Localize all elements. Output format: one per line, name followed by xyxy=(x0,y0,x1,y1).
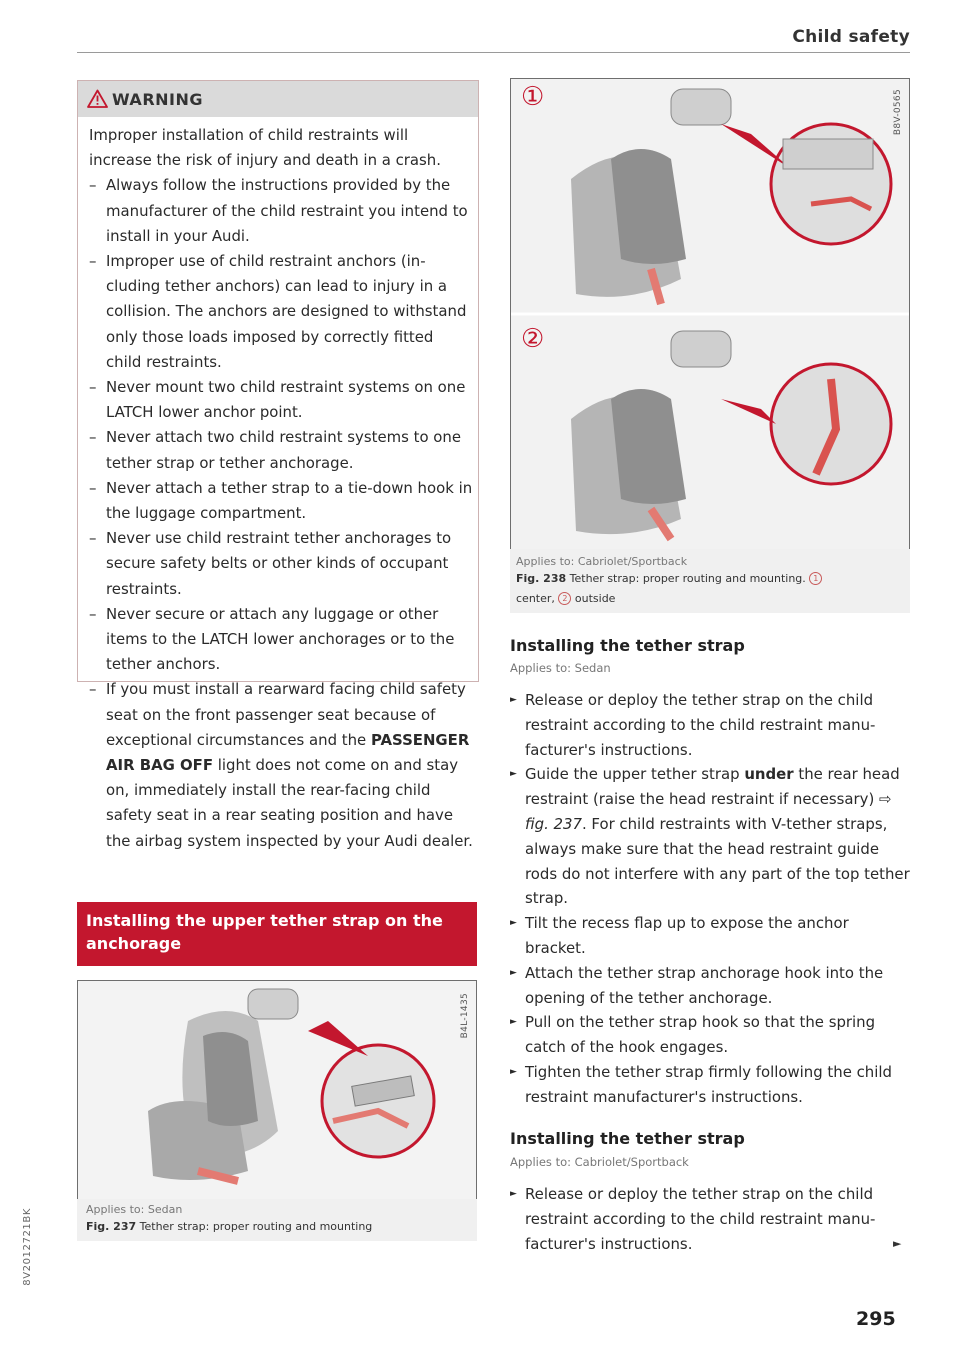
warning-label: WARNING xyxy=(112,90,203,109)
warning-header xyxy=(78,81,478,117)
child-seat-illustration xyxy=(78,981,476,1199)
warning-item: – Never mount two child restraint systems on one LATCH lower anchor point. xyxy=(89,375,473,425)
circle-number-1: 1 xyxy=(809,572,822,585)
figure-238-caption xyxy=(510,549,910,613)
circle-number-2: 2 xyxy=(558,592,571,605)
applies-to-sedan: Applies to: Sedan xyxy=(510,661,611,675)
page-number: 295 xyxy=(856,1308,896,1330)
panel-marker-1: ① xyxy=(521,82,545,112)
figure-caption-line xyxy=(516,569,906,609)
figure-code: B4L-1435 xyxy=(460,993,470,1039)
figure-caption-text: center, xyxy=(516,592,555,605)
figure-caption-line xyxy=(86,1217,471,1237)
warning-list xyxy=(89,173,473,853)
figure-237-caption xyxy=(77,1199,477,1241)
header-rule xyxy=(77,52,910,53)
figure-applies: Applies to: Sedan xyxy=(86,1203,183,1216)
tether-illustration xyxy=(511,79,909,549)
cabriolet-steps xyxy=(510,1182,910,1256)
sedan-steps xyxy=(510,688,910,1110)
warning-item-airbag xyxy=(89,677,473,853)
figure-reference-link[interactable]: ⇨ fig. 237 xyxy=(525,790,892,833)
step-item: ► Release or deploy the tether strap on the child restraint according to the child restraint manufacturer's instructions. xyxy=(510,688,910,762)
figure-237-frame xyxy=(77,980,477,1200)
warning-item-text: If you must install a rearward facing child safety seat on the front passenger seat because of exceptional circumstances and the xyxy=(106,680,466,749)
warning-item-text: light does not come on and stay on, immediately install the rear-facing child safety seat in a rear seating position and have the airbag system inspected by your Audi dealer. xyxy=(106,756,473,850)
step-item: ► Tilt the recess flap up to expose the anchor bracket. xyxy=(510,911,910,961)
figure-number: Fig. 238 xyxy=(516,572,567,585)
warning-item: – Always follow the instructions provided by the manufacturer of the child restraint you intend to install in your Audi. xyxy=(89,173,473,249)
step-item xyxy=(510,762,910,911)
section-heading: Installing the upper tether strap on the anchorage xyxy=(86,911,443,953)
step-emphasis: under xyxy=(744,765,794,784)
document-code: 8V2012721BK xyxy=(22,1208,33,1286)
warning-box xyxy=(77,80,479,850)
figure-number: Fig. 237 xyxy=(86,1220,137,1233)
figure-caption-text: outside xyxy=(574,592,616,605)
continue-arrow-icon: ► xyxy=(893,1237,902,1250)
figure-238-frame xyxy=(510,78,910,550)
warning-triangle-icon xyxy=(87,89,108,108)
figure-caption-text: Tether strap: proper routing and mounting. xyxy=(569,572,806,585)
step-item: ► Release or deploy the tether strap on the child restraint according to the child restraint manufacturer's instructions. xyxy=(510,1182,910,1256)
figure-caption-text: Tether strap: proper routing and mounting xyxy=(139,1220,373,1233)
step-item: ► Pull on the tether strap hook so that the spring catch of the hook engages. xyxy=(510,1010,910,1060)
warning-item: – Never secure or attach any luggage or other items to the LATCH lower anchorages or to the tether anchors. xyxy=(89,602,473,678)
warning-item: – Never attach a tether strap to a tie-down hook in the luggage compartment. xyxy=(89,476,473,526)
chapter-title: Child safety xyxy=(792,27,910,47)
section-title-sedan: Installing the tether strap xyxy=(510,636,745,655)
step-item: ► Attach the tether strap anchorage hook into the opening of the tether anchorage. xyxy=(510,961,910,1011)
section-title-cabriolet: Installing the tether strap xyxy=(510,1129,745,1148)
figure-code: B8V-0565 xyxy=(893,89,903,136)
warning-item: – Never attach two child restraint systems to one tether strap or tether anchorage. xyxy=(89,425,473,475)
warning-intro: Improper installation of child restraints will increase the risk of injury and death in a crash. xyxy=(89,126,441,170)
warning-item: – Improper use of child restraint anchors (including tether anchors) can lead to injury in a collision. The anchors are designed to withstand only those loads imposed by correctly fitted child restraints. xyxy=(89,249,473,375)
warning-item: – Never use child restraint tether anchorages to secure safety belts or other kinds of occupant restraints. xyxy=(89,526,473,602)
step-text: Guide the upper tether strap xyxy=(525,765,745,784)
airbag-off-label: PASSENGER AIR BAG OFF xyxy=(106,730,470,775)
step-text: the rear head restraint (raise the head restraint if necessary) xyxy=(525,765,900,809)
warning-body xyxy=(89,123,473,854)
step-item: ► Tighten the tether strap firmly following the child restraint manufacturer's instructions. xyxy=(510,1060,910,1110)
section-heading-bar xyxy=(77,902,477,966)
applies-to-cabriolet: Applies to: Cabriolet/Sportback xyxy=(510,1155,689,1169)
figure-applies: Applies to: Cabriolet/Sportback xyxy=(516,555,688,568)
step-text: . For child restraints with V-tether straps, always make sure that the head restraint guide rods do not interfere with any part of the top tether strap. xyxy=(525,814,910,908)
panel-marker-2: ② xyxy=(521,324,545,354)
